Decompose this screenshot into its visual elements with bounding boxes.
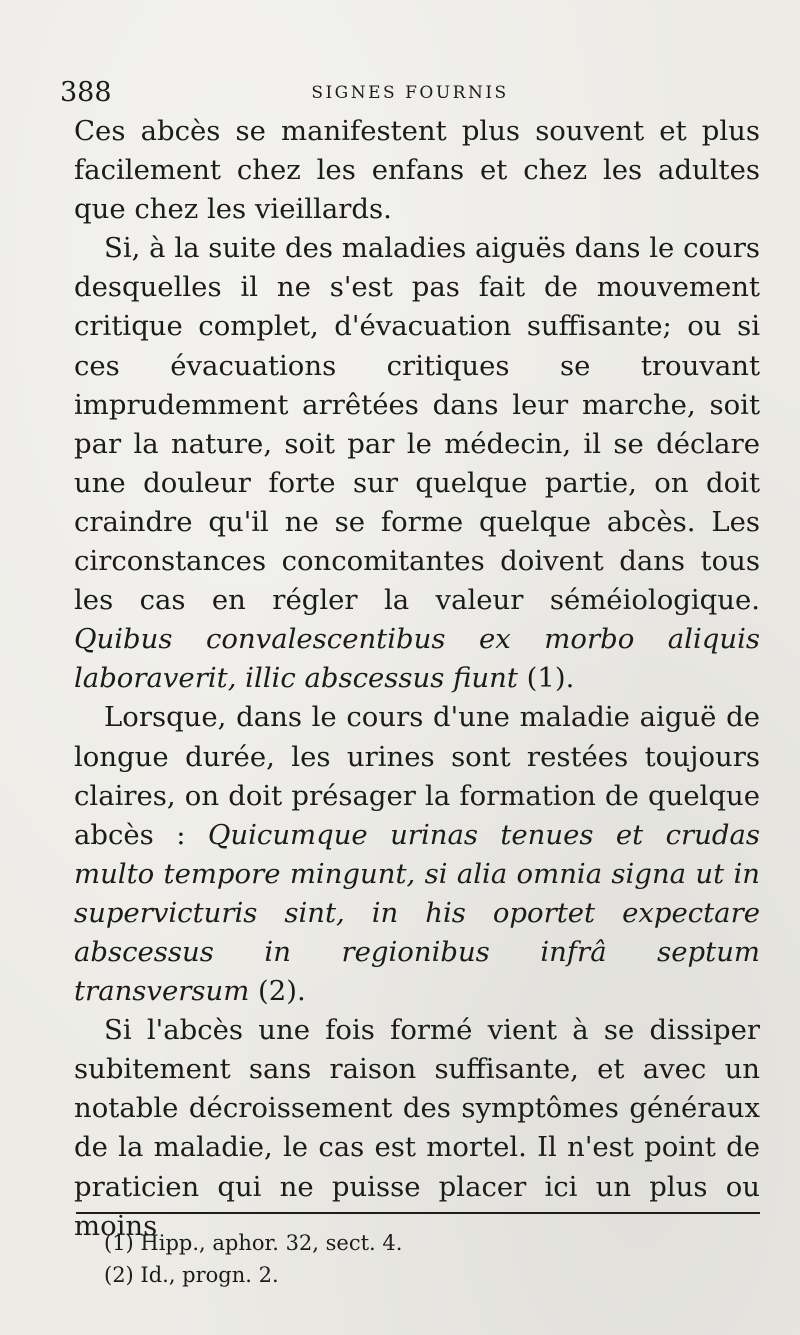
paragraph-3: [74, 698, 760, 1011]
paragraph-1-text: Ces abcès se manifestent plus souvent et plus facilement chez les enfans et chez les adultes que chez les vieillards.: [74, 115, 760, 226]
footnotes: [104, 1227, 704, 1291]
paragraph-3-text: Lorsque, dans le cours d'une maladie aiguë de longue durée, les urines sont restées toujours claires, on doit présager la formation de quelque abcès :: [74, 701, 760, 851]
paragraph-2: [74, 229, 760, 698]
page-number: 388: [60, 77, 112, 108]
footnote-divider: [76, 1212, 760, 1214]
body-text: [74, 112, 760, 1246]
footnote-1: (1) Hipp., aphor. 32, sect. 4.: [104, 1231, 403, 1255]
paragraph-2-latin-quote: Quibus convalescentibus ex morbo aliquis laboraverit, illic abscessus fiunt: [74, 623, 760, 695]
paragraph-2-text: Si, à la suite des maladies aiguës dans le cours desquelles il ne s'est pas fait de mouvement critique complet, d'évacuation suffisante; ou si ces évacuations critiques se trouvant imprudemment arrêtées dans leur marche, soit par la nature, soit par le médecin, il se déclare une douleur forte sur quelque partie, on doit craindre qu'il ne se forme quelque abcès. Les circonstances concomitantes doivent dans tous les cas en régler la valeur séméiologique.: [74, 232, 760, 617]
paragraph-1: [74, 112, 760, 229]
footnote-2: (2) Id., progn. 2.: [104, 1263, 279, 1287]
footnote-ref-1: (1).: [526, 662, 575, 695]
footnote-ref-2: (2).: [258, 975, 306, 1008]
paragraph-4: [74, 1011, 760, 1246]
paragraph-4-text: Si l'abcès une fois formé vient à se dissiper subitement sans raison suffisante, et avec un notable décroissement des symptômes généraux de la maladie, le cas est mortel. Il n'est point de praticien qui ne puisse placer ici un plus ou moins: [74, 1014, 760, 1242]
page-header: [60, 74, 760, 114]
paragraph-3-latin-quote: Quicumque urinas tenues et crudas multo tempore mingunt, si alia omnia signa ut in supervicturis sint, in his oportet expectare abscessus in regionibus infrâ septum transversum: [74, 818, 760, 1008]
running-head: SIGNES FOURNIS: [311, 83, 509, 103]
